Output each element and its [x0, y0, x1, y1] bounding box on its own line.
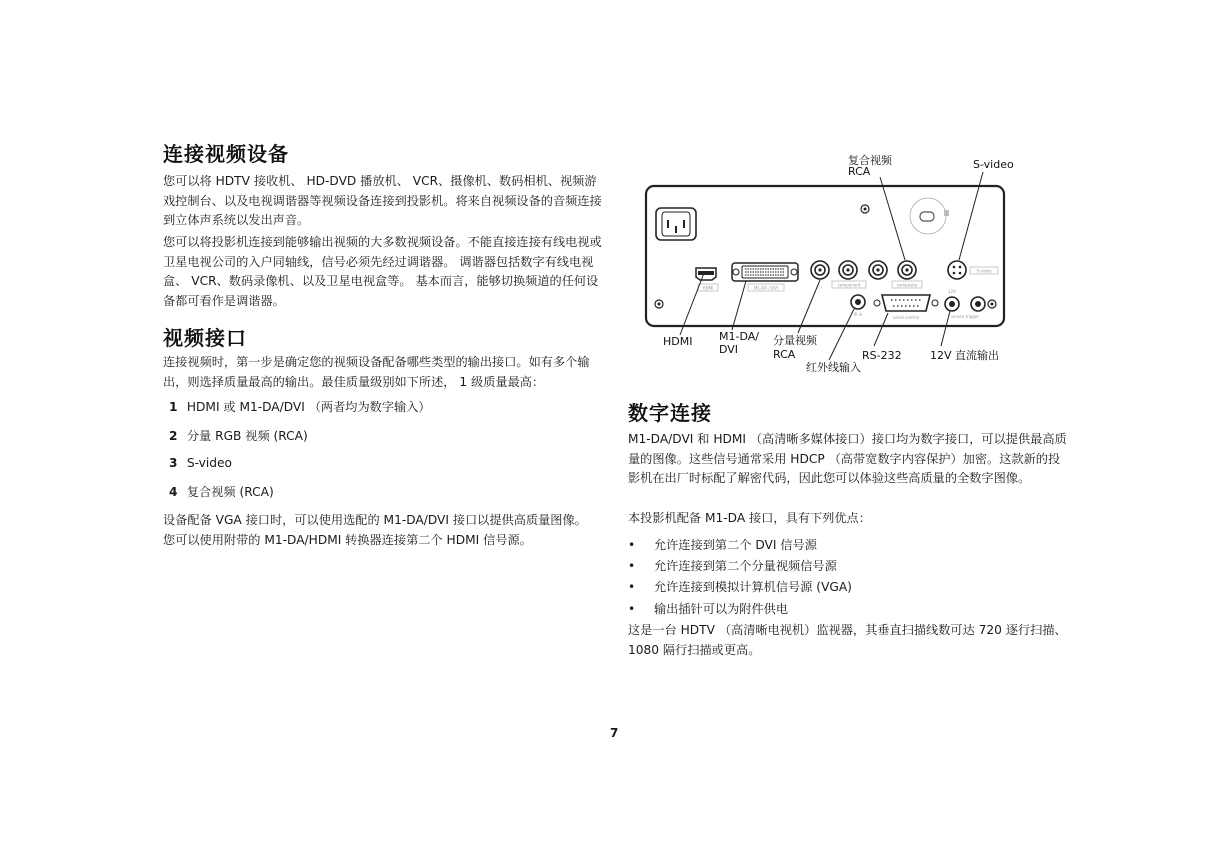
list-number: 1 [169, 400, 178, 414]
label-dvi: DVI [719, 343, 739, 356]
label-m1da: M1-DA/ [719, 330, 759, 343]
para-tuner: 您可以将投影机连接到能够输出视频的大多数视频设备。不能直接连接有线电视或卫星电视公司的入户同轴线，信号必须先经过调谐器。 调谐器包括数字有线电视盒、 VCR、数码录像机、以及卫星电视盒等。 基本而言，能够切换频道的任何设备都可看作是调谐器。 [163, 235, 602, 308]
para-hdtv: 这是一台 HDTV （高清晰电视机）监视器，其垂直扫描线数可达 720 逐行扫描、 1080 隔行扫描或更高。 [628, 623, 1067, 657]
panel-label-hdmi: HDMI [702, 285, 714, 291]
bullet: • [628, 602, 636, 616]
page-number: 7 [610, 726, 619, 740]
panel-label-trigger: screen trigger [950, 314, 980, 319]
para-output-quality: 连接视频时，第一步是确定您的视频设备配备哪些类型的输出接口。如有多个输出，则选择质量最高的输出。最佳质量级别如下所述， 1 级质量最高： [163, 355, 590, 389]
label-composite-rca: RCA [848, 165, 871, 178]
connector-panel-diagram [628, 150, 1028, 380]
rs232-port [882, 295, 930, 311]
list-item [169, 483, 274, 502]
list-number: 3 [169, 456, 178, 470]
para-digital: M1-DA/DVI 和 HDMI （高清晰多媒体接口）接口均为数字接口，可以提供最高质量的图像。这些信号通常采用 HDCP （高带宽数字内容保护）加密。这款新的投影机在出厂时标配了解密代码，因此您可以体验这些高质量的全数字图像。 [628, 432, 1067, 485]
panel-label-m1: M1-DA / DVI [753, 285, 779, 291]
list-item [169, 454, 232, 473]
label-component-rca: RCA [773, 348, 796, 361]
list-item [169, 427, 308, 446]
heading-video-ports: 视频接口 [163, 326, 247, 350]
bullet-text: 输出插针可以为附件供电 [654, 602, 789, 616]
list-item [628, 578, 852, 597]
bullet-text: 允许连接到第二个 DVI 信号源 [654, 538, 817, 552]
label-12v: 12V 直流输出 [930, 349, 1000, 362]
label-rs232: RS-232 [862, 349, 902, 362]
list-item [628, 600, 788, 619]
para-vga: 设备配备 VGA 接口时，可以使用选配的 M1-DA/DVI 接口以提供高质量图像。您可以使用附带的 M1-DA/HDMI 转换器连接第二个 HDMI 信号源。 [163, 513, 587, 547]
bullet-text: 允许连接到模拟计算机信号源 (VGA) [654, 580, 852, 594]
bullet: • [628, 559, 636, 573]
heading-connect-video: 连接视频设备 [163, 142, 289, 166]
panel-label-12v: 12V [948, 289, 956, 294]
list-item [169, 398, 431, 417]
bullet: • [628, 538, 636, 552]
panel-label-svideo: S-video [976, 268, 992, 274]
list-text: S-video [186, 456, 232, 470]
label-svideo: S-video [973, 158, 1014, 171]
list-number: 4 [169, 485, 178, 499]
panel-label-component: component [837, 282, 861, 288]
bullet: • [628, 580, 636, 594]
panel-label-serial: serial control [893, 315, 919, 320]
list-text: HDMI 或 M1-DA/DVI （两者均为数字输入） [186, 400, 431, 414]
svideo-port [948, 261, 966, 279]
list-text: 复合视频 (RCA) [186, 485, 274, 499]
list-item [628, 557, 837, 576]
para-video-devices: 您可以将 HDTV 接收机、 HD-DVD 播放机、 VCR、摄像机、数码相机、视频游戏控制台、以及电视调谐器等视频设备连接到投影机。将来自视频设备的音频连接到立体声系统以发出声音。 [163, 174, 602, 227]
list-item [628, 536, 817, 555]
heading-digital-connection: 数字连接 [628, 401, 712, 425]
bullet-text: 允许连接到第二个分量视频信号源 [654, 559, 837, 573]
label-ir: 红外线输入 [806, 361, 861, 374]
panel-label-composite: composite [896, 282, 918, 288]
label-component: 分量视频 [773, 334, 817, 347]
para-m1da-advantages: 本投影机配备 M1-DA 接口，具有下列优点： [628, 511, 871, 525]
panel-label-ir: IR in [853, 312, 863, 317]
list-text: 分量 RGB 视频 (RCA) [186, 429, 308, 443]
label-hdmi: HDMI [663, 335, 693, 348]
label-composite: 复合视频 [848, 154, 892, 167]
svg-text:○: ○ [818, 284, 822, 289]
list-number: 2 [169, 429, 178, 443]
